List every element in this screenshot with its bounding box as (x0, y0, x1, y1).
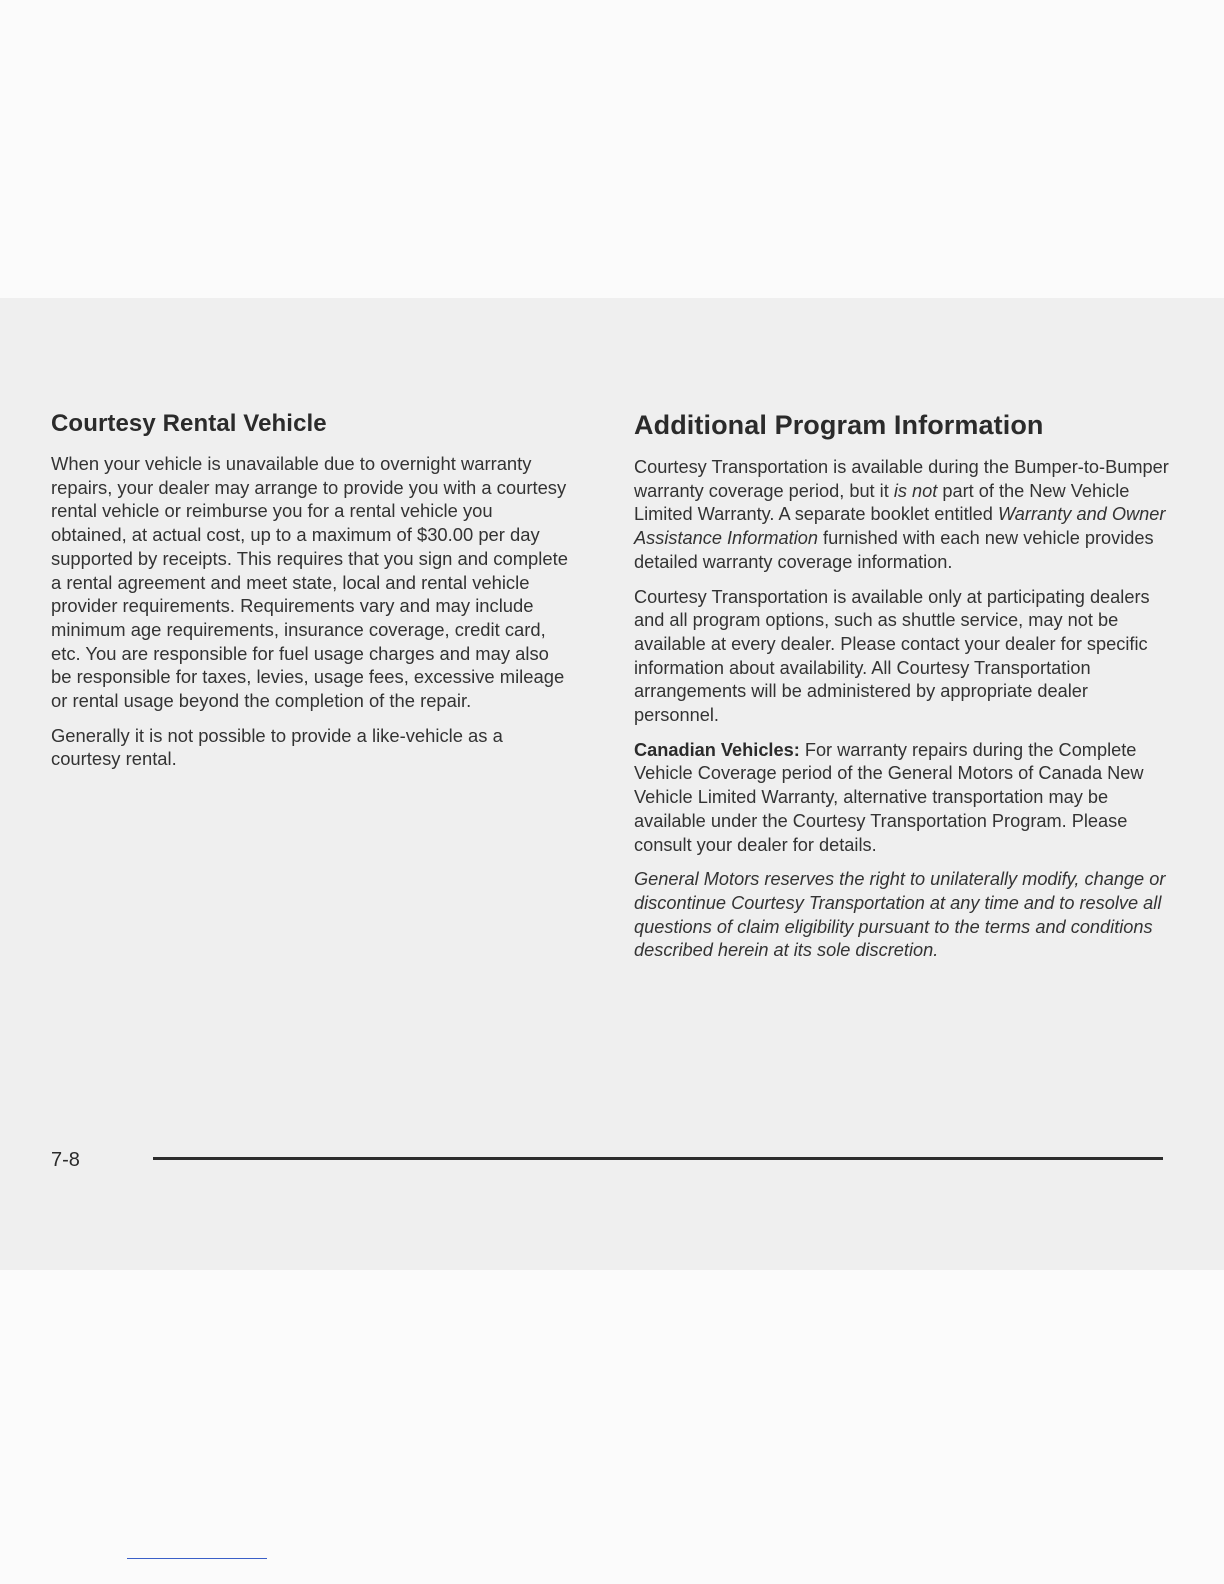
link-underline (127, 1558, 267, 1559)
program-paragraph-1-italic-is-not: is not (893, 480, 938, 501)
courtesy-rental-paragraph-1: When your vehicle is unavailable due to overnight warranty repairs, your dealer may arrange to provide you with a courtesy rental vehicle or reimburse you for a rental vehicle you obtained, at actual cost, up to a maximum of $30.00 per day supported by receipts. This requires that you sign and complete a rental agreement and meet state, local and rental vehicle provider requirements. Requirements vary and may include minimum age requirements, insurance coverage, credit card, etc. You are responsible for fuel usage charges and may also be responsible for taxes, levies, usage fees, excessive mileage or rental usage beyond the completion of the repair. (51, 453, 568, 712)
program-paragraph-2: Courtesy Transportation is available only at participating dealers and all program options, such as shuttle service, may not be available at every dealer. Please contact your dealer for specific information about availability. All Courtesy Transportation arrangements will be administered by appropriate dealer personnel. (634, 586, 1150, 726)
footer-rule (153, 1157, 1163, 1160)
courtesy-rental-section (51, 410, 571, 782)
program-paragraph-1 (634, 456, 1174, 575)
canadian-vehicles-paragraph (634, 739, 1174, 858)
program-paragraph-1-text-c: furnished with each new vehicle provides detailed warranty coverage information. (634, 528, 1154, 572)
canadian-vehicles-lead: Canadian Vehicles: (634, 739, 800, 760)
courtesy-rental-heading: Courtesy Rental Vehicle (51, 410, 327, 437)
program-paragraph-1-text-a: Courtesy Transportation is available during the Bumper-to-Bumper warranty coverage period, but it (634, 457, 1169, 501)
additional-program-section (634, 410, 1174, 974)
canadian-vehicles-text: For warranty repairs during the Complete Vehicle Coverage period of the General Motors of Canada New Vehicle Limited Warranty, alternative transportation may be available under the Courtesy Transportation Program. Please consult your dealer for details. (634, 739, 1144, 855)
gm-reserves-right-paragraph: General Motors reserves the right to unilaterally modify, change or discontinue Courtesy Transportation at any time and to resolve all questions of claim eligibility pursuant to the terms and conditions described herein at its sole discretion. (634, 869, 1166, 961)
program-paragraph-1-italic-booklet-title: Warranty and Owner Assistance Information (634, 504, 1166, 549)
courtesy-rental-paragraph-2: Generally it is not possible to provide a like-vehicle as a courtesy rental. (51, 724, 503, 770)
program-paragraph-1-text-b: part of the New Vehicle Limited Warranty. A separate booklet entitled (634, 480, 1130, 525)
additional-program-heading: Additional Program Information (634, 410, 1044, 440)
page-number: 7-8 (51, 1149, 80, 1171)
